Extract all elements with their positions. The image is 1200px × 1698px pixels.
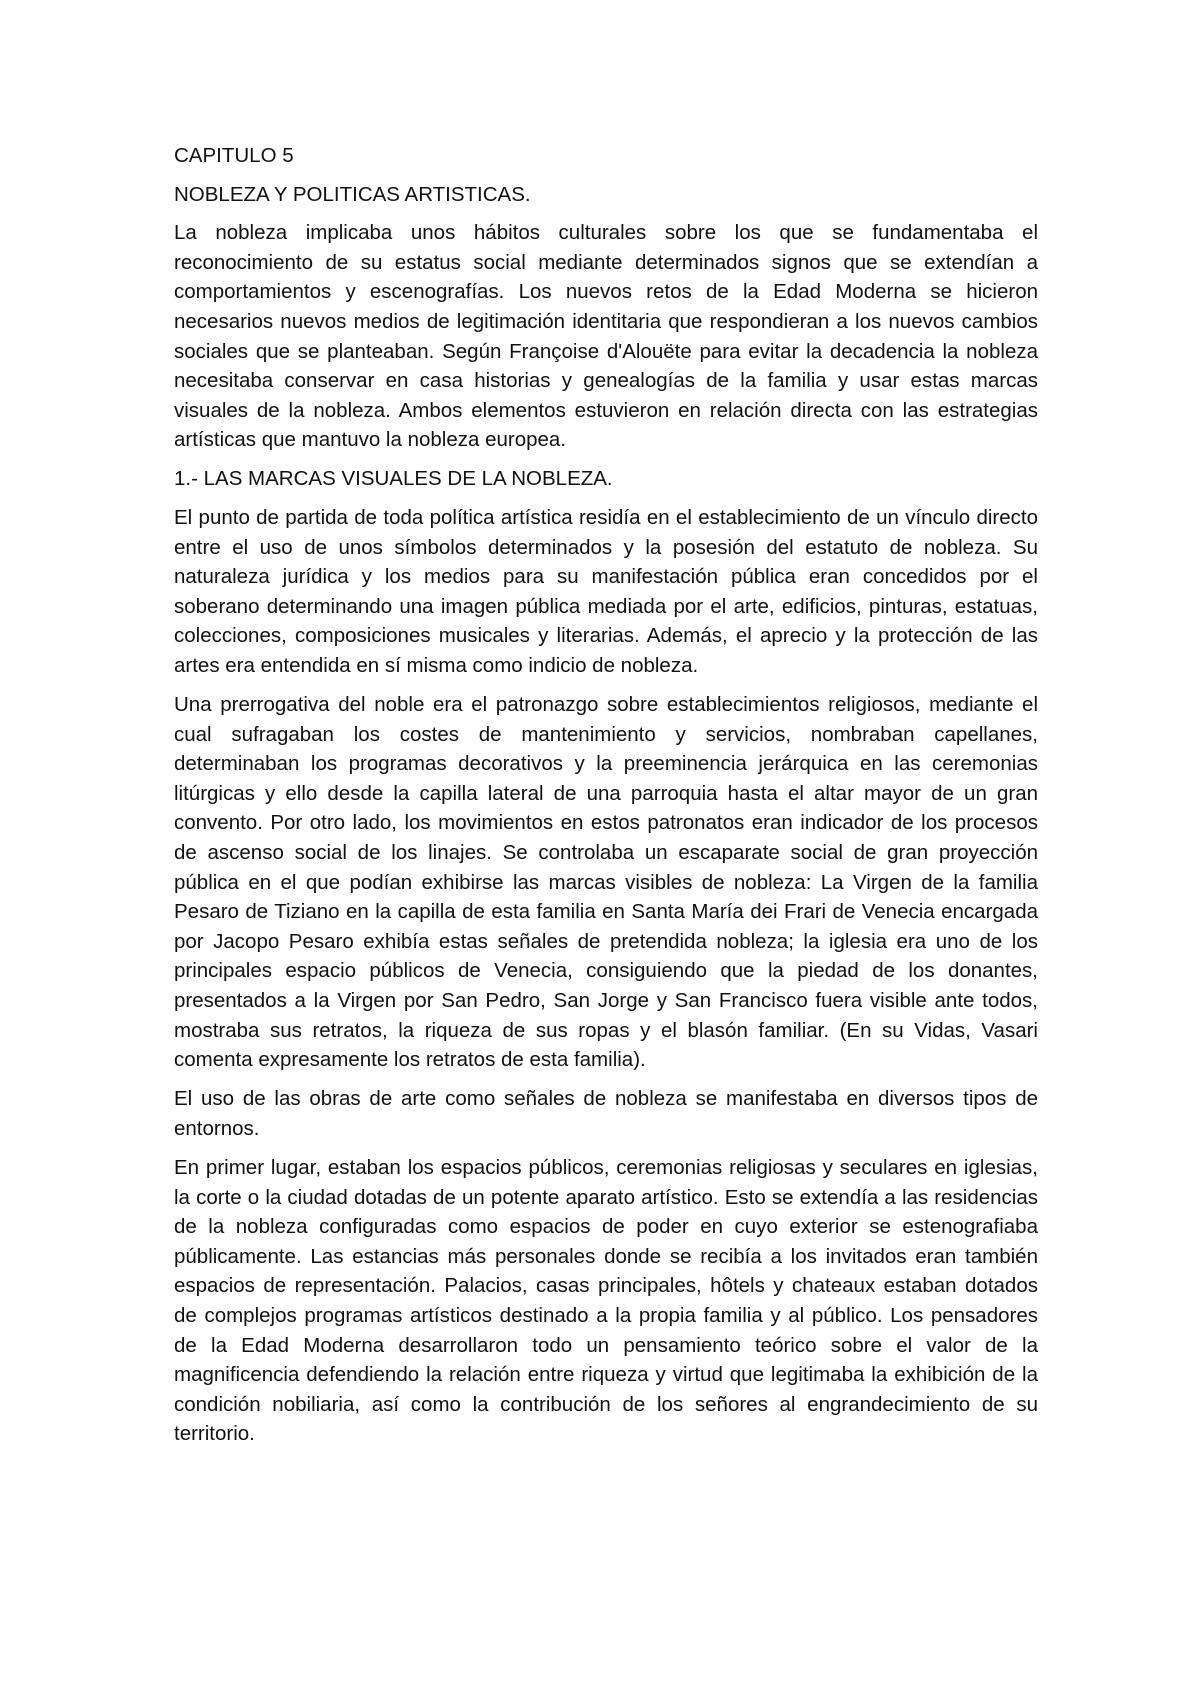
chapter-subtitle: NOBLEZA Y POLITICAS ARTISTICAS.	[174, 182, 531, 206]
body-paragraph: En primer lugar, estaban los espacios públicos, ceremonias religiosas y seculares en iglesias, la corte o la ciudad dotadas de un potente aparato artístico. Esto se extendía a las residencias de la nobleza configuradas como espacios de poder en cuyo exterior se estenografiaba públicamente. Las estancias más personales donde se recibía a los invitados eran también espacios de representación. Palacios, casas principales, hôtels y chateaux estaban dotados de complejos programas artísticos destinado a la propia familia y al público. Los pensadores de la Edad Moderna desarrollaron todo un pensamiento teórico sobre el valor de la magnificencia defendiendo la relación entre riqueza y virtud que legitimaba la exhibición de la condición nobiliaria, así como la contribución de los señores al engrandecimiento de su territorio.	[174, 1156, 1038, 1446]
body-paragraph: El uso de las obras de arte como señales de nobleza se manifestaba en diversos tipos de entornos.	[174, 1087, 1038, 1140]
document-body	[174, 141, 1038, 1449]
body-paragraph: El punto de partida de toda política artística residía en el establecimiento de un vínculo directo entre el uso de unos símbolos determinados y la posesión del estatuto de nobleza. Su naturaleza jurídica y los medios para su manifestación pública eran concedidos por el soberano determinando una imagen pública mediada por el arte, edificios, pinturas, estatuas, colecciones, composiciones musicales y literarias. Además, el aprecio y la protección de las artes era entendida en sí misma como indicio de nobleza.	[174, 506, 1038, 677]
chapter-title: CAPITULO 5	[174, 144, 294, 167]
intro-paragraph: La nobleza implicaba unos hábitos culturales sobre los que se fundamentaba el reconocimiento de su estatus social mediante determinados signos que se extendían a comportamientos y escenografías. Los nuevos retos de la Edad Moderna se hicieron necesarios nuevos medios de legitimación identitaria que respondieran a los nuevos cambios sociales que se planteaban. Según Françoise d'Alouëte para evitar la decadencia la nobleza necesitaba conservar en casa historias y genealogías de la familia y usar estas marcas visuales de la nobleza. Ambos elementos estuvieron en relación directa con las estrategias artísticas que mantuvo la nobleza europea.	[174, 221, 1038, 452]
section-heading: 1.- LAS MARCAS VISUALES DE LA NOBLEZA.	[174, 467, 613, 491]
body-paragraph: Una prerrogativa del noble era el patronazgo sobre establecimientos religiosos, mediante el cual sufragaban los costes de mantenimiento y servicios, nombraban capellanes, determinaban los programas decorativos y la preeminencia jerárquica en las ceremonias litúrgicas y ello desde la capilla lateral de una parroquia hasta el altar mayor de un gran convento. Por otro lado, los movimientos en estos patronatos eran indicador de los procesos de ascenso social de los linajes. Se controlaba un escaparate social de gran proyección pública en el que podían exhibirse las marcas visibles de nobleza: La Virgen de la familia Pesaro de Tiziano en la capilla de esta familia en Santa María dei Frari de Venecia encargada por Jacopo Pesaro exhibía estas señales de pretendida nobleza; la iglesia era uno de los principales espacio públicos de Venecia, consiguiendo que la piedad de los donantes, presentados a la Virgen por San Pedro, San Jorge y San Francisco fuera visible ante todos, mostraba sus retratos, la riqueza de sus ropas y el blasón familiar. (En su Vidas, Vasari comenta expresamente los retratos de esta familia).	[174, 693, 1038, 1072]
